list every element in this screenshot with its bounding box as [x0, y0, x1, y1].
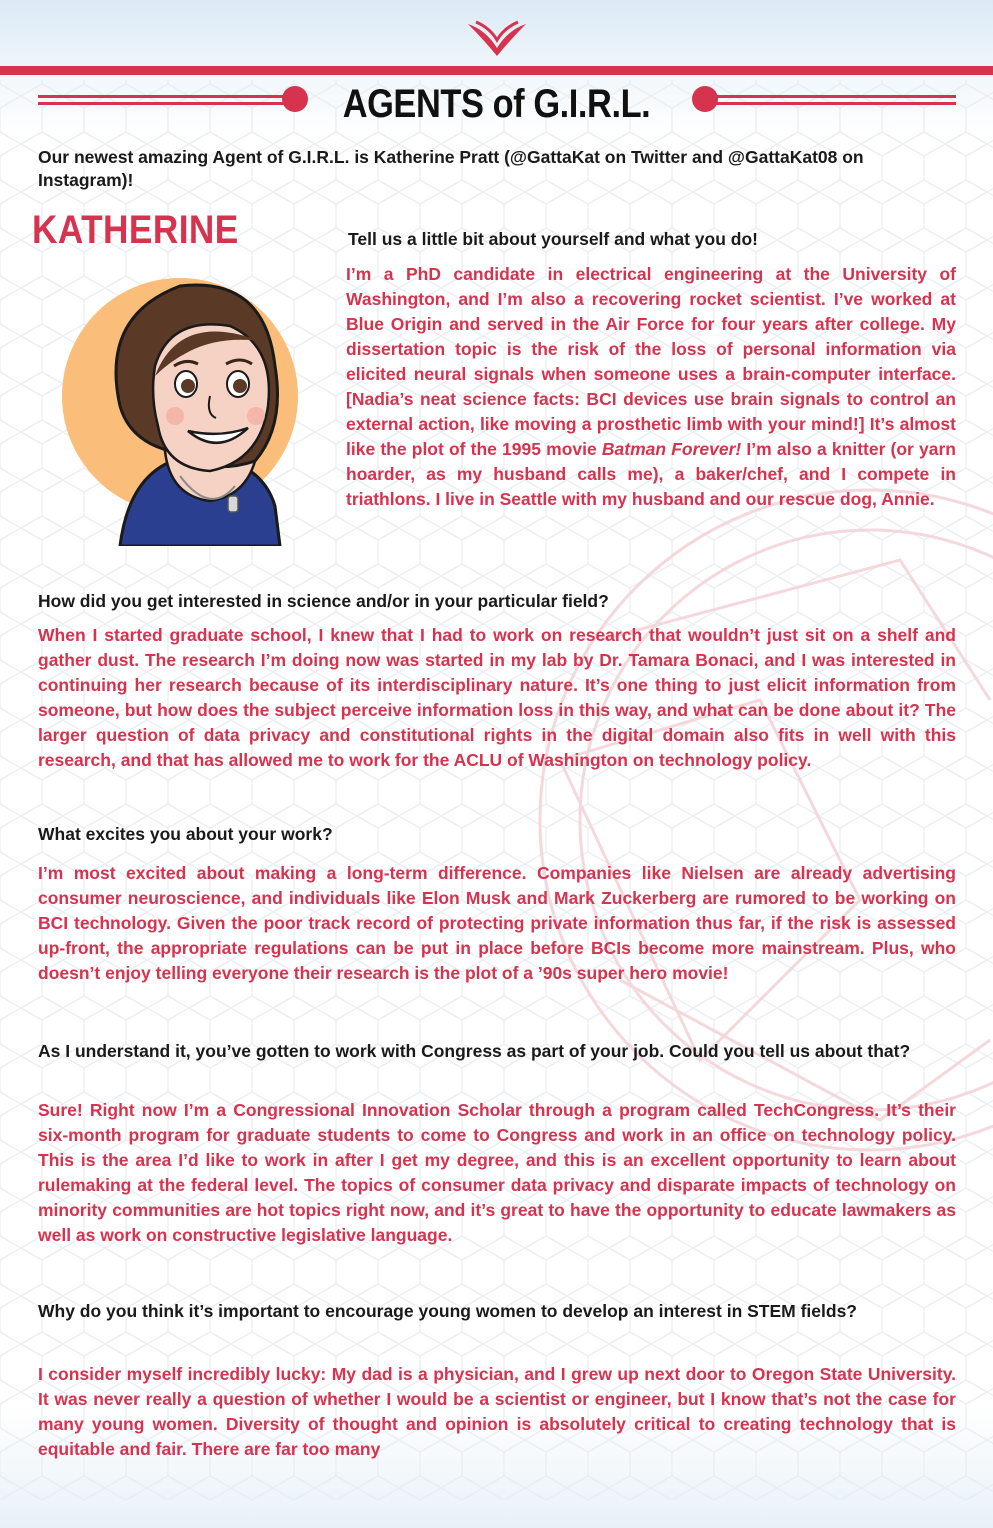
answer-1: I’m a PhD candidate in electrical engineering at the University of Washington, and I’m also a recovering rocket scientist. I’ve worked at Blue Origin and served in the Air Force for four years after college. My dissertation topic is the risk of the loss of personal information via elicited neural signals when someone uses a brain-computer interface. [Nadia’s neat science facts: BCI devices use brain signals to control an external action, like moving a prosthetic limb with your mind!] It’s almost like the plot of the 1995 movie Batman Forever! I’m also a knitter (or yarn hoarder, as my husband calls me), a baker/chef, and I compete in triathlons. I live in Seattle with my husband and our rescue dog, Annie. — [346, 264, 956, 509]
portrait-face — [153, 324, 269, 471]
question-5: Why do you think it’s important to encourage young women to develop an interest in STEM fields? — [38, 1301, 857, 1321]
portrait-pendant — [228, 496, 238, 512]
top-rule — [0, 66, 993, 75]
title-dot-right — [692, 86, 718, 112]
portrait-illustration — [60, 256, 300, 546]
question-1: Tell us a little bit about yourself and what you do! — [348, 229, 758, 249]
agent-name-heading: KATHERINE — [32, 208, 239, 252]
question-4: As I understand it, you’ve gotten to work with Congress as part of your job. Could you tell us about that? — [38, 1041, 911, 1061]
page-title: AGENTS of G.I.R.L. — [342, 82, 651, 126]
title-line-left-2 — [38, 102, 300, 105]
chevron-wings-icon — [466, 18, 528, 58]
title-dot-left — [282, 86, 308, 112]
title-line-left — [38, 95, 300, 98]
question-2: How did you get interested in science and/or in your particular field? — [38, 591, 609, 611]
answer-3: I’m most excited about making a long-term difference. Companies like Nielsen are already advertising consumer neuroscience, and individuals like Elon Musk and Mark Zuckerberg are rumored to be working on BCI technology. Given the poor track record of protecting private information thus far, if the risk is assessed up-front, the appropriate regulations can be put in place before BCIs become more mainstream. Plus, who doesn’t enjoy telling everyone their research is the plot of a ’90s super hero movie! — [38, 863, 956, 983]
intro-paragraph: Our newest amazing Agent of G.I.R.L. is Katherine Pratt (@GattaKat on Twitter and @GattaKat08 on Instagram)! — [38, 147, 864, 190]
answer-5: I consider myself incredibly lucky: My dad is a physician, and I grew up next door to Oregon State University. It was never really a question of whether I would be a scientist or engineer, but I know that’s not the case for many young women. Diversity of thought and opinion is absolutely critical to creating technology that is equitable and fair. There are far too many — [38, 1364, 956, 1459]
movie-title: Batman Forever! — [601, 439, 742, 459]
title-line-right — [712, 95, 956, 98]
question-3: What excites you about your work? — [38, 824, 333, 844]
answer-2: When I started graduate school, I knew that I had to work on research that wouldn’t just sit on a shelf and gather dust. The research I’m doing now was started in my lab by Dr. Tamara Bonaci, and I was interested in continuing her research because of its interdisciplinary nature. It’s one thing to just elicit information from someone, but how does the subject perceive information loss in this way, and what can be done about it? The larger question of data privacy and constitutional rights in the digital domain also fits in well with this research, and that has allowed me to work for the ACLU of Washington on technology policy. — [38, 625, 956, 770]
title-line-right-2 — [712, 102, 956, 105]
answer-4: Sure! Right now I’m a Congressional Innovation Scholar through a program called TechCongress. It’s their six-month program for graduate students to come to Congress and work in an office on technology policy. This is the area I’d like to work in after I get my degree, and this is an excellent opportunity to learn about rulemaking at the federal level. The topics of consumer data privacy and disparate impacts of technology on minority communities are hot topics right now, and it’s great to have the opportunity to educate lawmakers as well as work on constructive legislative language. — [38, 1100, 956, 1245]
